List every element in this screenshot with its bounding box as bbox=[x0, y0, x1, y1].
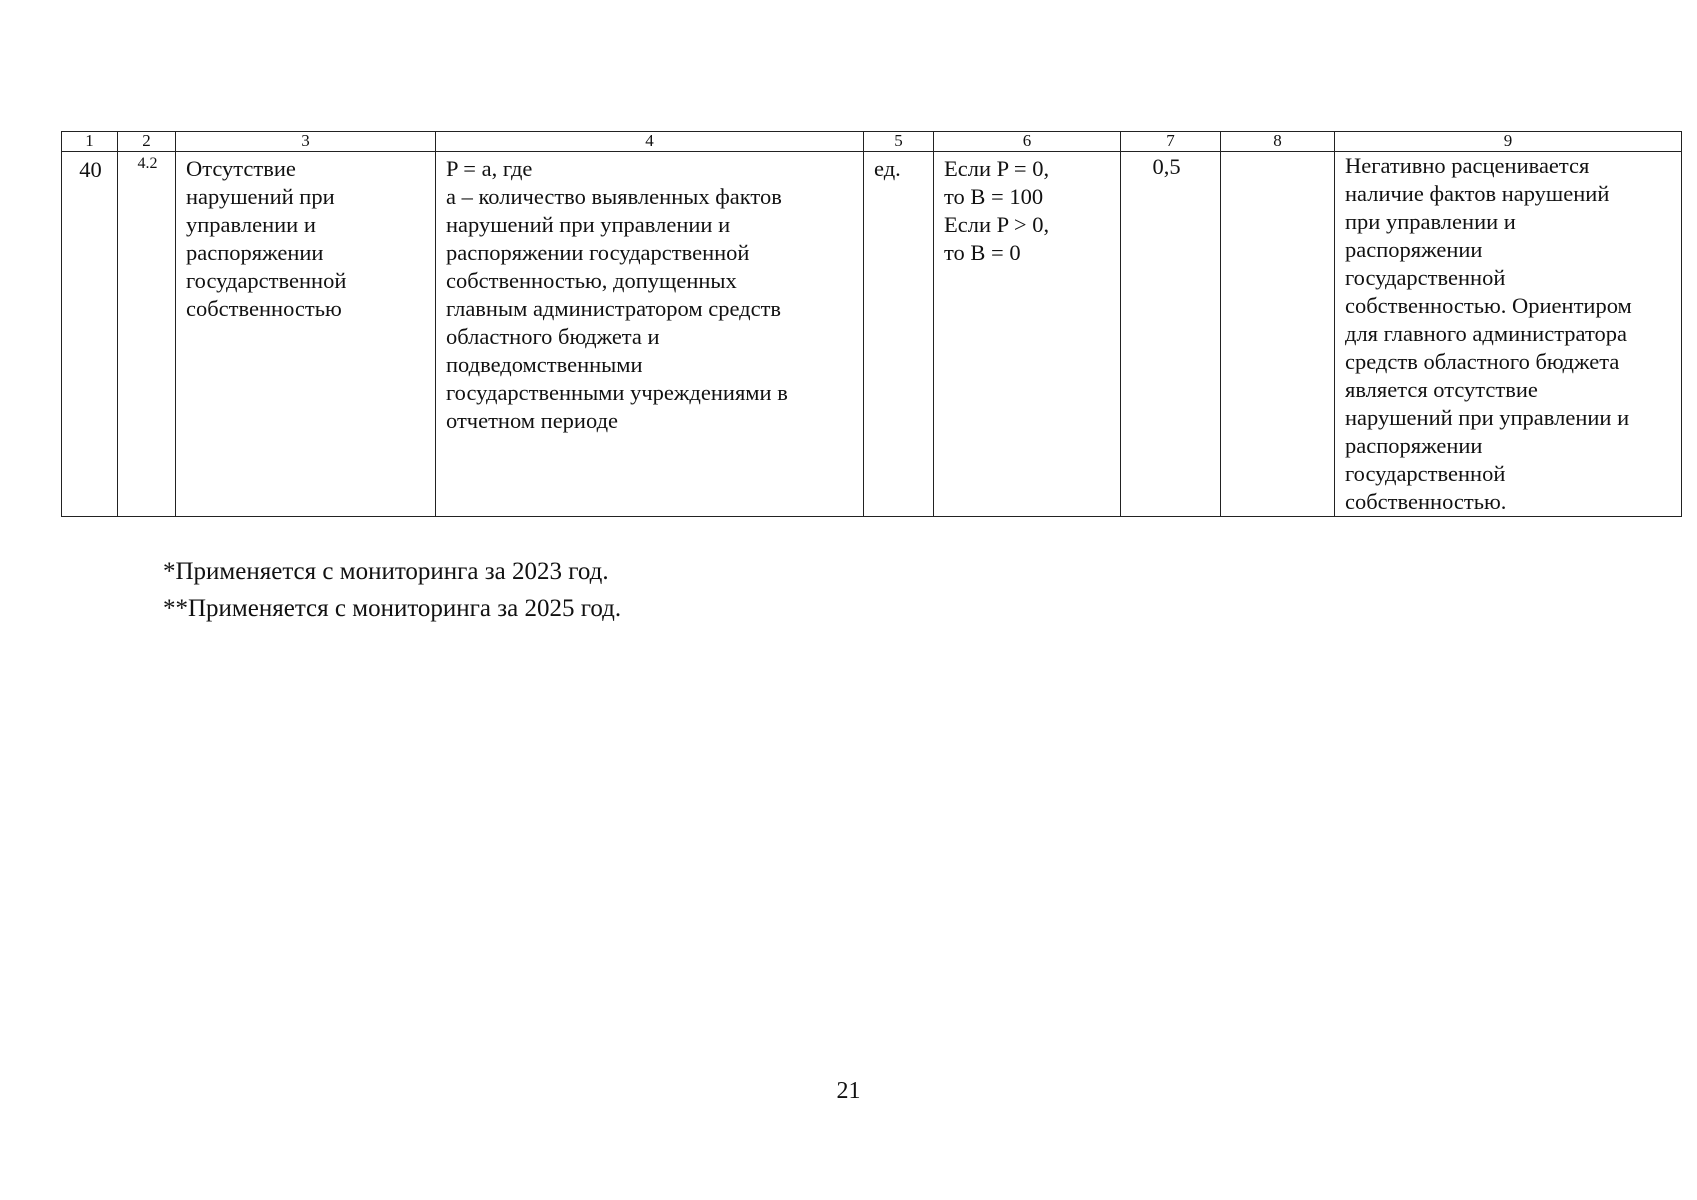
note-text: Негативно расценивается наличие фактов нарушений при управлении и распоряжении государственной собственностью. Ориентиром для главного администратора средств областного бюджета является отсутствие нарушений при управлении и распоряжении государственной собственностью. bbox=[1345, 153, 1632, 514]
table-header-row bbox=[62, 132, 1682, 152]
indicator-code: 4.2 bbox=[137, 155, 158, 172]
column-header: 6 bbox=[934, 132, 1121, 152]
column-header: 8 bbox=[1221, 132, 1335, 152]
row-number-cell bbox=[62, 152, 118, 517]
weight-value: 0,5 bbox=[1152, 154, 1181, 179]
indicator-name-cell bbox=[176, 152, 436, 517]
column-header: 9 bbox=[1335, 132, 1682, 152]
indicator-table-wrapper bbox=[61, 131, 1681, 517]
empty-cell bbox=[1221, 152, 1335, 517]
column-header: 1 bbox=[62, 132, 118, 152]
column-header: 7 bbox=[1121, 132, 1221, 152]
column-header: 4 bbox=[436, 132, 864, 152]
indicator-code-cell bbox=[118, 152, 176, 517]
table-row bbox=[62, 152, 1682, 517]
footnotes bbox=[163, 553, 621, 627]
formula-text: P = a, где a – количество выявленных фактов нарушений при управлении и распоряжении государственной собственностью, допущенных главным администратором средств областного бюджета и подведомственными государственными учреждениями в отчетном периоде bbox=[446, 156, 788, 433]
indicator-table bbox=[61, 131, 1682, 517]
weight-cell bbox=[1121, 152, 1221, 517]
row-number: 40 bbox=[79, 157, 102, 182]
empty-value bbox=[1221, 152, 1334, 155]
column-header: 3 bbox=[176, 132, 436, 152]
column-header: 5 bbox=[864, 132, 934, 152]
formula-cell bbox=[436, 152, 864, 517]
indicator-name: Отсутствие нарушений при управлении и распоряжении государственной собственностью bbox=[186, 156, 347, 321]
note-cell bbox=[1335, 152, 1682, 517]
footnote-2023: *Применяется с мониторинга за 2023 год. bbox=[163, 558, 609, 585]
score-rule-text: Если P = 0, то B = 100 Если P > 0, то B = 0 bbox=[944, 156, 1050, 265]
unit-text: ед. bbox=[874, 156, 901, 181]
unit-cell bbox=[864, 152, 934, 517]
column-header: 2 bbox=[118, 132, 176, 152]
score-rule-cell bbox=[934, 152, 1121, 517]
footnote-2025: **Применяется с мониторинга за 2025 год. bbox=[163, 595, 622, 622]
page-number: 21 bbox=[836, 1078, 861, 1104]
